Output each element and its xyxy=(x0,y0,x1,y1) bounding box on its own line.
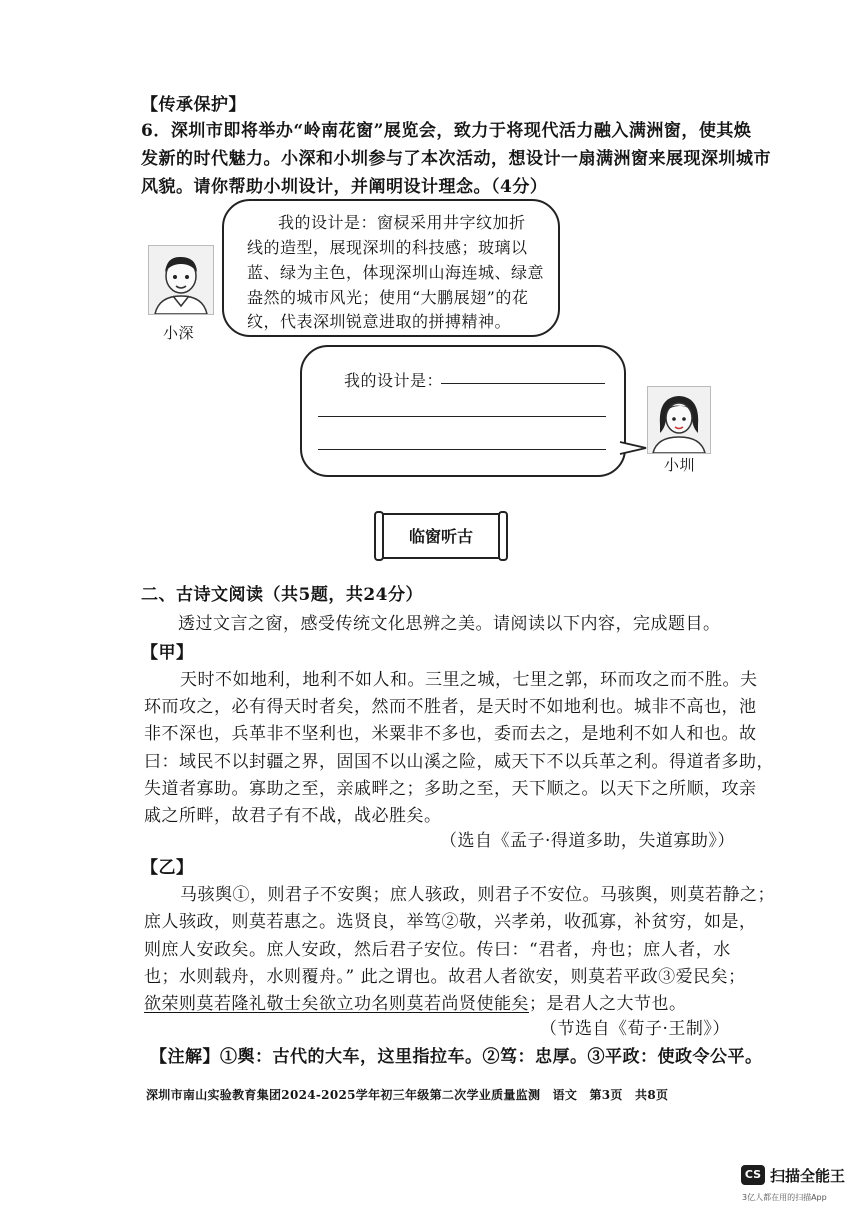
underlined-sentence: 欲荣则莫若隆礼敬士矣欲立功名则莫若尚贤使能矣 xyxy=(144,994,529,1014)
scanner-app-name: 扫描全能王 xyxy=(770,1167,846,1185)
passage-line: 天时不如地利，地利不如人和。三里之城，七里之郭，环而攻之而不胜。夫 xyxy=(180,670,758,690)
passage-line: 也；水则载舟，水则覆舟。” 此之谓也。故君人者欲安，则莫若平政③爱民矣； xyxy=(144,967,746,987)
question-line: 6．深圳市即将举办“岭南花窗”展览会，致力于将现代活力融入满洲窗，使其焕 xyxy=(141,121,752,141)
part2-heading: 二、古诗文阅读（共5题，共24分） xyxy=(141,585,423,605)
passage-line: 戚之所畔，故君子有不战，战必胜矣。 xyxy=(144,806,442,826)
passage-source: （选自《孟子·得道多助，失道寡助》） xyxy=(440,831,735,851)
passage-line: 马骇舆①，则君子不安舆；庶人骇政，则君子不安位。马骇舆，则莫若静之； xyxy=(180,885,775,905)
passage-line: 曰：域民不以封疆之界，固国不以山溪之险，威天下不以兵革之利。得道者多助， xyxy=(144,752,774,772)
bubble-tail-icon xyxy=(618,438,648,458)
passage-source: （节选自《荀子·王制》） xyxy=(540,1019,730,1039)
passage-line-underlined xyxy=(144,989,687,1014)
passage-yi-label: 【乙】 xyxy=(141,858,194,878)
answer-blank-2[interactable] xyxy=(318,416,606,417)
passage-line: 失道者寡助。寡助之至，亲戚畔之；多助之至，天下顺之。以天下之所顺，攻亲 xyxy=(144,779,757,799)
passage-line: 则庶人安政矣。庶人安政，然后君子安位。传曰：“君者，舟也；庶人者，水 xyxy=(144,940,731,960)
section-banner xyxy=(374,510,508,562)
line-tail: ；是君人之大节也。 xyxy=(529,994,687,1014)
scanner-tagline: 3亿人都在用的扫描App xyxy=(742,1193,827,1202)
question-line: 发新的时代魅力。小深和小圳参与了本次活动，想设计一扇满洲窗来展现深圳城市 xyxy=(141,149,771,169)
xiaozhen-name: 小圳 xyxy=(664,456,696,474)
xiaozhen-answer-bubble xyxy=(300,345,626,477)
passage-line: 庶人骇政，则莫若惠之。选贤良，举笃②敬，兴孝弟，收孤寡，补贫穷，如是， xyxy=(144,912,757,932)
speech-line: 我的设计是：窗棂采用井字纹加折 xyxy=(278,213,526,232)
passage-line: 非不深也，兵革非不坚利也，米粟非不多也，委而去之，是地利不如人和也。故 xyxy=(144,724,757,744)
question-line: 风貌。请你帮助小圳设计，并阐明设计理念。（4分） xyxy=(141,177,548,197)
banner-title: 临窗听古 xyxy=(408,527,473,546)
xiaozhen-avatar xyxy=(647,386,711,454)
section-heading: 【传承保护】 xyxy=(141,95,246,115)
part2-intro: 透过文言之窗，感受传统文化思辨之美。请阅读以下内容，完成题目。 xyxy=(178,614,721,634)
scanner-logo: CS xyxy=(741,1165,765,1185)
passage-line: 环而攻之，必有得天时者矣，然而不胜者，是天时不如地利也。城非不高也，池 xyxy=(144,697,757,717)
speech-line: 盎然的城市风光；使用“大鹏展翅”的花 xyxy=(247,288,529,307)
answer-prompt: 我的设计是： xyxy=(344,371,444,390)
xiaoshen-name: 小深 xyxy=(163,324,195,342)
passage-jia-label: 【甲】 xyxy=(141,643,194,663)
speech-line: 线的造型，展现深圳的科技感；玻璃以 xyxy=(247,238,528,257)
speech-line: 蓝、绿为主色，体现深圳山海连城、绿意 xyxy=(247,263,545,282)
girl-face-icon xyxy=(648,387,710,453)
annotation-notes: 【注解】①舆：古代的大车，这里指拉车。②笃：忠厚。③平政：使政令公平。 xyxy=(150,1047,763,1067)
answer-blank-3[interactable] xyxy=(318,449,606,450)
xiaoshen-avatar xyxy=(148,245,214,315)
page-footer: 深圳市南山实验教育集团2024-2025学年初三年级第二次学业质量监测 语文 第3页 共8页 xyxy=(146,1088,669,1102)
boy-face-icon xyxy=(149,246,213,314)
answer-blank-1[interactable] xyxy=(441,383,605,384)
speech-line: 纹，代表深圳锐意进取的拼搏精神。 xyxy=(247,312,512,331)
